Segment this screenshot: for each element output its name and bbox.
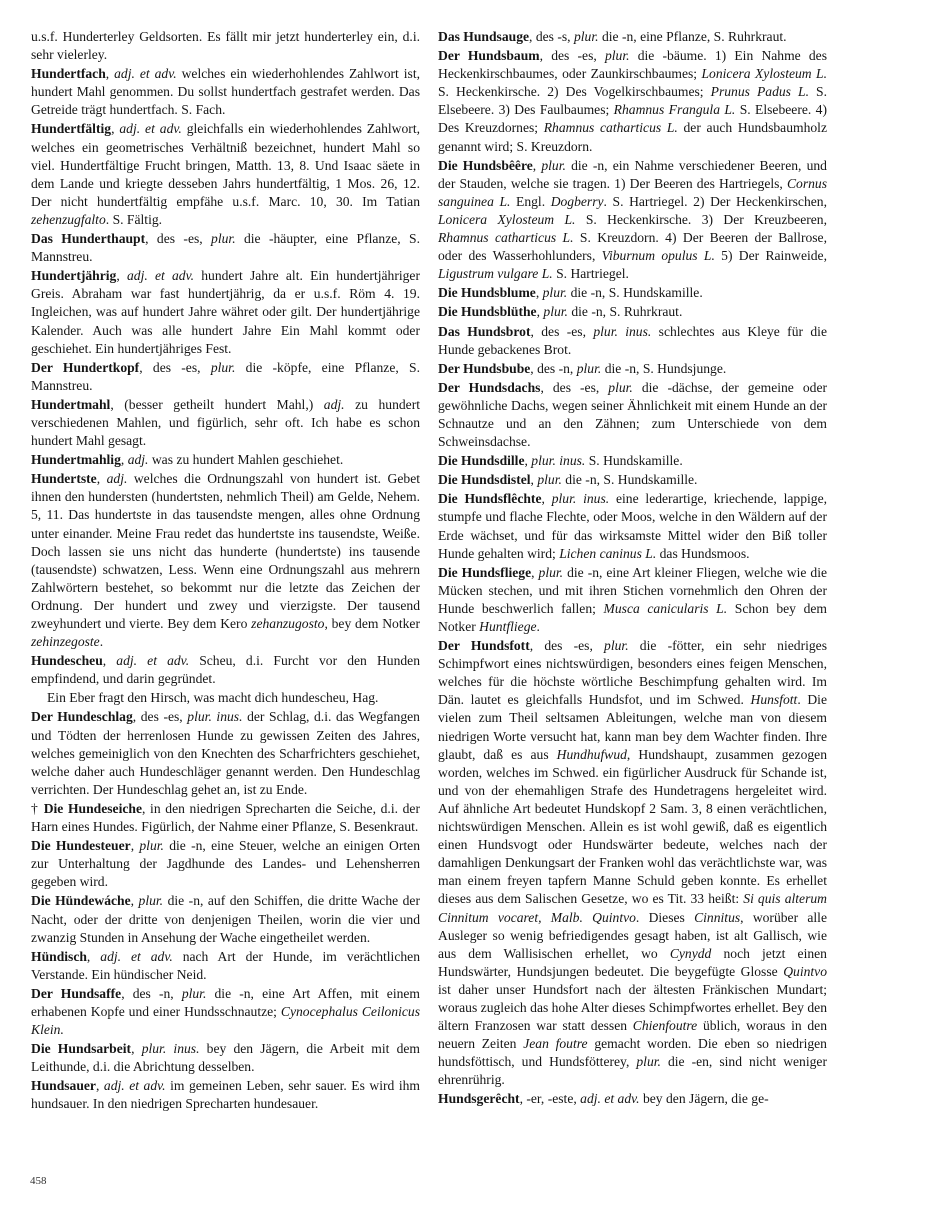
- dictionary-entry: Hundertste, adj. welches die Ordnungszahl von hundert ist. Gebet ihnen den hundersten (hundertsten, nehmlich Theil) am Gelde, Nehem. 5, 11. Das hundertste in das tausendste mengen, alles ohne Ordnung unter einander. Meine Frau redet das hundertste ins tausendste, Weiße. Doch lassen sie uns nicht das hunderte (hundertste) ins tausende (tausendste) schwatzen, Less. Wenn eine Ordnungszahl aus mehrern Zahlwörtern bestehet, so bekommt nur die letzte das Zeichen der Ordnung. Der hundert und zwey und vierzigste. Der tausend zweyhundert und vierte. Bey dem Kero zehanzugosto, bey dem Notker zehinzegoste.: [31, 471, 421, 650]
- dictionary-entry: Hundertmahlig, adj. was zu hundert Mahlen geschiehet.: [31, 452, 344, 468]
- dictionary-entry: Der Hundsbube, des -n, plur. die -n, S. Hundsjunge.: [438, 360, 727, 376]
- dictionary-entry: Die Hundsdille, plur. inus. S. Hundskamille.: [438, 453, 683, 469]
- page-number: 458: [30, 1175, 47, 1187]
- dictionary-entry: Der Hundertkopf, des -es, plur. die -köpfe, eine Pflanze, S. Mannstreu.: [31, 359, 420, 393]
- dictionary-entry: Die Hundsdistel, plur. die -n, S. Hundskamille.: [438, 472, 698, 488]
- dictionary-entry: Die Hundsfliege, plur. die -n, eine Art kleiner Fliegen, welche wie die Mücken stechen, und mit ihren Stichen vornehmlich den Ohren der Hunde beschwerlich fallen; Musca canicularis L. Schon bey dem Notker Huntfliege.: [438, 564, 828, 634]
- dictionary-entry: Hundertmahl, (besser getheilt hundert Mahl,) adj. zu hundert verschiedenen Mahlen, und figürlich, sehr oft. Ich habe es schon hundert Mahl gesagt.: [31, 396, 420, 449]
- dictionary-entry: Hündisch, adj. et adv. nach Art der Hunde, im verächtlichen Verstande. Ein hündischer Neid.: [31, 948, 420, 982]
- dictionary-entry: Der Hundsdachs, des -es, plur. die -dächse, der gemeine oder gewöhnliche Dachs, wegen seiner Ähnlichkeit mit einem Hunde an der Schnautze und an den Zähnen; zum Unterschiede von dem Schweinsdachse.: [438, 379, 827, 450]
- dictionary-entry: Die Hundsblume, plur. die -n, S. Hundskamille.: [438, 285, 703, 301]
- dictionary-entry: Der Hundsbaum, des -es, plur. die -bäume. 1) Ein Nahme des Heckenkirschbaumes, oder Zaunkirschbaumes; Lonicera Xylosteum L. S. Heckenkirsche. 2) Des Vogelkirschbaumes; Prunus Padus L. S. Elsebeere. 3) Des Faulbaumes; Rhamnus Frangula L. S. Elsebeere. 4) Des Kreuzdornes; Rhamnus catharticus L. der auch Hundsbaumholz genannt wird; S. Kreuzdorn.: [438, 48, 828, 154]
- dictionary-entry: † Die Hundeseiche, in den niedrigen Sprecharten die Seiche, d.i. der Harn eines Hundes. Figürlich, der Nahme einer Pflanze, S. Besenkraut.: [31, 800, 420, 835]
- dictionary-entry: Ein Eber fragt den Hirsch, was macht dich hundescheu, Hag.: [47, 690, 379, 706]
- dictionary-entry: Der Hundeschlag, des -es, plur. inus. der Schlag, d.i. das Wegfangen und Tödten der herrenlosen Hunde zu gewissen Zeiten des Jahres, welches gemeiniglich von den Knechten des Scharfrichters geschiehet, welche daher auch Hundeschläger genannt werden. Den Hundeschlag verrichten. Der Hundeschlag gehet an, ist zu Ende.: [31, 709, 420, 797]
- dictionary-entry: Die Hundsbêêre, plur. die -n, ein Nahme verschiedener Beeren, und der Stauden, welche sie tragen. 1) Der Beeren des Hartriegels, Cornus sanguinea L. Engl. Dogberry. S. Hartriegel. 2) Der Heckenkirschen, Lonicera Xylosteum L. S. Heckenkirsche. 3) Der Kreuzbeeren, Rhamnus catharticus L. S. Kreuzdorn. 4) Der Beeren der Ballrose, oder des Wasserhohlunders, Viburnum opulus L. 5) Der Rainweide, Ligustrum vulgare L. S. Hartriegel.: [438, 157, 827, 282]
- dictionary-entry: Das Hundsbrot, des -es, plur. inus. schlechtes aus Kleye für die Hunde gebackenes Brot.: [438, 323, 827, 357]
- dictionary-entry: Hundertjährig, adj. et adv. hundert Jahre alt. Ein hundertjähriger Greis. Abraham war fast hundertjährig, da er u.s.f. Röm 4. 19. Ingleichen, was auf hundert Jahre währet oder gilt. Der hundertjährige Kalender. Auch was alle hundert Jahre Ein Mahl kommt oder geschiehet. Ein hundertjähriges Fest.: [31, 268, 420, 356]
- dictionary-entry: Die Hundsflêchte, plur. inus. eine lederartige, kriechende, lappige, stumpfe und flache Flechte, oder Moos, welche in den Wäldern auf der Erde wächset, und für das wirksamste Mittel wider den Biß toller Hunde gehalten wird; Lichen caninus L. das Hundsmoos.: [438, 491, 827, 561]
- dictionary-entry: Der Hundsaffe, des -n, plur. die -n, eine Art Affen, mit einem erhabenen Kopfe und einer Hundsschnautze; Cynocephalus Ceilonicus Klein.: [31, 985, 421, 1038]
- dictionary-entry: Das Hundsauge, des -s, plur. die -n, eine Pflanze, S. Ruhrkraut.: [438, 29, 787, 44]
- dictionary-entry: u.s.f. Hunderterley Geldsorten. Es fällt mir jetzt hunderterley ein, d.i. sehr vielerley.: [31, 29, 420, 63]
- dictionary-entry: Hundertfältig, adj. et adv. gleichfalls ein wiederhohlendes Zahlwort, welches ein geometrisches Verhältniß bezeichnet, hundert Mahl so viel. Hundertfältige Frucht bringen, Matth. 13, 8. Und Isaac säete in dem Lande und kriegte desseben Jahrs hundertfältig, 1 Mos. 26, 12. Der nicht hundertfältig empfähe u.s.f. Marc. 10, 30. Im Tatian zehenzugfalto. S. Fältig.: [31, 121, 420, 227]
- dictionary-entry: Hundsauer, adj. et adv. im gemeinen Leben, sehr sauer. Es wird ihm hundsauer. In den niedrigen Sprecharten hundesauer.: [31, 1078, 420, 1112]
- dictionary-entry: Hundsgerêcht, -er, -este, adj. et adv. bey den Jägern, die ge-: [438, 1091, 769, 1107]
- dictionary-entry: Die Hundesteuer, plur. die -n, eine Steuer, welche an einigen Orten zur Unterhaltung der Jagdhunde des Landes- und Lehensherren gegeben wird.: [31, 838, 421, 890]
- dictionary-entry: Der Hundsfott, des -es, plur. die -fötter, ein sehr niedriges Schimpfwort eines nichtswürdigen, besonders eines feigen Menschen, welches für die höchste wörtliche Beschimpfung gehalten wird. Im Dän. lautet es gleichfalls Hundsfot, und im Schwed. Hunsfott. Die vielen zum Theil seltsamen Ableitungen, welche man von diesem niedrigen Worte versucht hat, kann man bey dem Wachter finden. Ihre glaubt, daß es aus Hundhufwud, Hundshaupt, zusammen gezogen worden, welches im Schwed. ein figürlicher Ausdruck für Schande ist, und von der ehemahligen Strafe des Hundetragens hergeleitet wird. Auf ähnliche Art bedeutet Hundskopf 2 Sam. 3, 8 einen verächtlichen, nichtswürdigen Menschen. Allein es ist wohl gewiß, daß es eigentlich einen Hundsvogt oder Hundswärter bedeute, welches nach der damahligen Denkungsart der Franken wohl das verächtlichste war, was man einem freyen tapfern Manne Schuld geben konnte. Es erhellet dieses aus dem Salischen Gesetze, wo es Tit. 33 heißt: Si quis alterum Cinnitum vocaret, Malb. Quintvo. Dieses Cinnitus, worüber alle Ausleger so wenig befriedigendes gesagt haben, ist alt Gallisch, wie aus dem Wallisischen erhellet, wo Cynydd noch jetzt einen Hundswärter, Hundsjungen bedeutet. Die beygefügte Glosse Quintvo ist daher unser Hundsfort nach der ältesten Fränkischen Mundart; woraus zugleich das hohe Alter dieses Schimpfwortes erhellet. Bey den ältern Franzosen war statt dessen Chienfoutre üblich, woraus in den neuern Zeiten Jean foutre gemacht worden. Die eben so niedrigen hundsföttisch, und Hundsfötterey, plur. die -en, sind nicht weniger ehrenrührig.: [438, 638, 828, 1088]
- dictionary-entry: Das Hunderthaupt, des -es, plur. die -häupter, eine Pflanze, S. Mannstreu.: [31, 231, 420, 265]
- left-column: [31, 28, 420, 1115]
- dictionary-entry: Hundescheu, adj. et adv. Scheu, d.i. Furcht vor den Hunden empfindend, und darin gegründet.: [31, 653, 420, 687]
- dictionary-entry: Hundertfach, adj. et adv. welches ein wiederhohlendes Zahlwort ist, hundert Mahl genommen. Du sollst hundertfach gestrafet werden. Das Getreide trägt hundertfach. S. Fach.: [31, 66, 420, 118]
- right-column: [438, 28, 827, 1110]
- dictionary-entry: Die Hundsarbeit, plur. inus. bey den Jägern, die Arbeit mit dem Leithunde, d.i. die Abrichtung desselben.: [31, 1041, 420, 1075]
- dictionary-entry: Die Hündewáche, plur. die -n, auf den Schiffen, die dritte Wache der Nacht, oder der dritte von denjenigen Theilen, worin die vier und zwanzig Stunden in Ansehung der Wache eingetheilet werden.: [31, 893, 420, 945]
- dictionary-entry: Die Hundsblüthe, plur. die -n, S. Ruhrkraut.: [438, 304, 683, 320]
